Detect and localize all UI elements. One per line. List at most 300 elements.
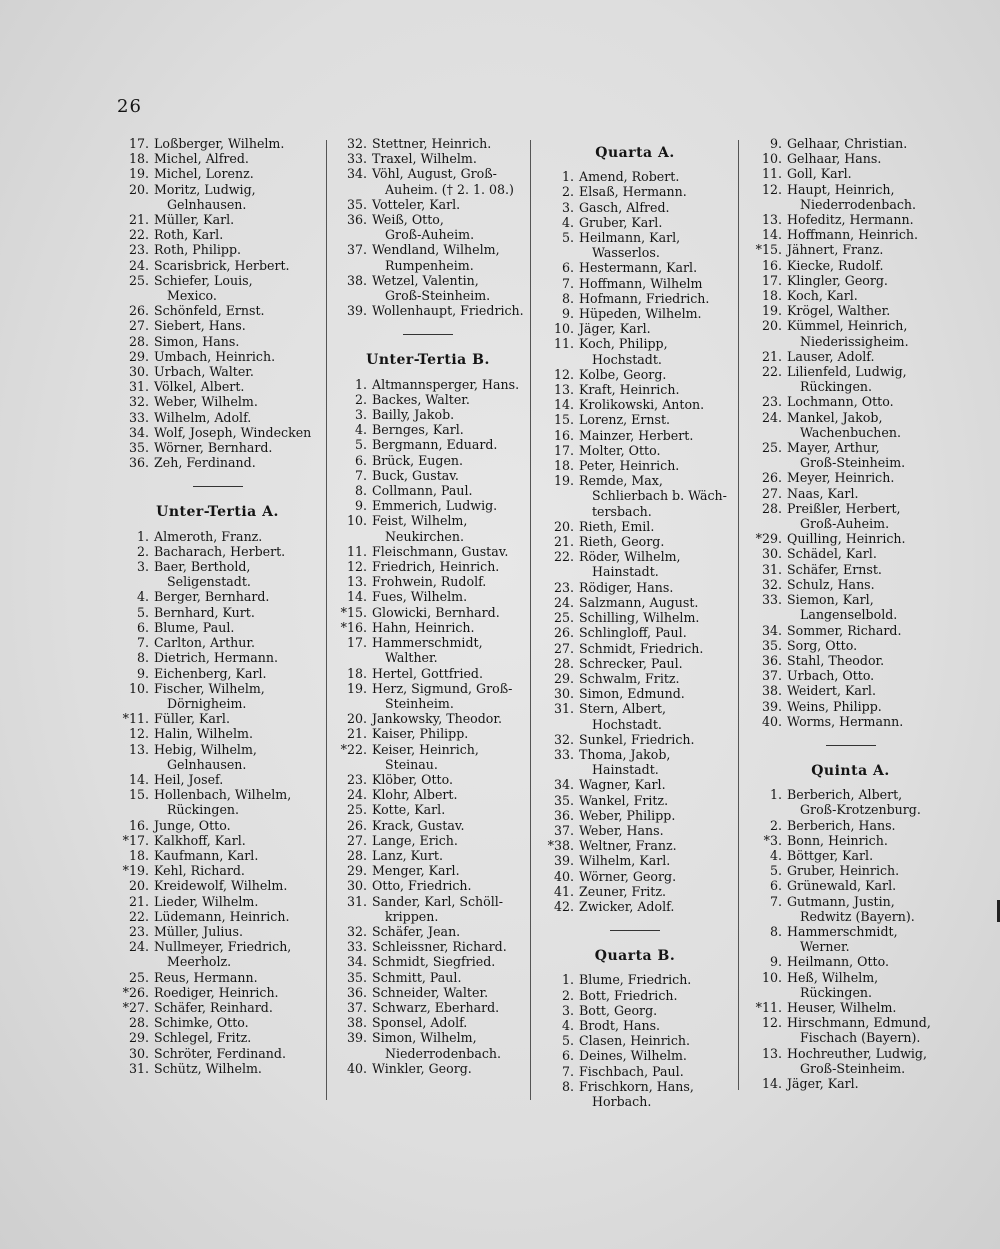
- student-entry: [540, 701, 730, 716]
- entry-number: 42.: [553, 898, 574, 914]
- student-name: Klingler, Georg.: [787, 272, 888, 288]
- student-name: Wilhelm, Karl.: [579, 853, 671, 869]
- student-name: Elsaß, Hermann.: [579, 184, 687, 200]
- entry-continuation: Steinau.: [385, 756, 438, 772]
- student-name: Bailly, Jakob.: [372, 407, 455, 423]
- entry-number: 18.: [346, 665, 367, 681]
- student-name: Peter, Heinrich.: [579, 458, 680, 474]
- student-name: Stahl, Theodor.: [787, 652, 885, 668]
- student-entry: [540, 367, 730, 382]
- entry-number: 20.: [553, 518, 574, 534]
- student-entry: [748, 303, 953, 318]
- entry-number: 16.: [553, 427, 574, 443]
- student-entry: [748, 638, 953, 653]
- entry-number: 19.: [128, 166, 149, 182]
- student-name: Hirschmann, Edmund,: [787, 1015, 931, 1031]
- student-entry: [115, 394, 320, 409]
- entry-continuation: Redwitz (Bayern).: [800, 908, 915, 924]
- entry-number: *29.: [755, 531, 782, 547]
- student-name: Wollenhaupt, Friedrich.: [372, 303, 524, 319]
- entry-number: 15.: [553, 412, 574, 428]
- student-entry: [748, 848, 953, 863]
- student-entry: [333, 197, 523, 212]
- entry-number: 12.: [761, 181, 782, 197]
- entry-number: 24.: [553, 594, 574, 610]
- student-name: Molter, Otto.: [579, 442, 661, 458]
- entry-number: 27.: [346, 832, 367, 848]
- student-name: Feist, Wilhelm,: [372, 513, 468, 529]
- student-entry: [540, 808, 730, 823]
- student-name: Sunkel, Friedrich.: [579, 731, 695, 747]
- student-entry: [115, 544, 320, 559]
- entry-number: 28.: [761, 500, 782, 516]
- student-name: Müller, Julius.: [154, 923, 243, 939]
- student-entry: [333, 468, 523, 483]
- student-name: Urbach, Otto.: [787, 668, 875, 684]
- entry-number: 2.: [561, 184, 574, 200]
- entry-continuation: Groß-Steinheim.: [800, 1060, 906, 1076]
- student-name: Hochreuther, Ludwig,: [787, 1045, 927, 1061]
- entry-continuation: Niederrodenbach.: [800, 196, 917, 212]
- entry-number: 7.: [561, 1063, 574, 1079]
- entry-continuation: Seligenstadt.: [167, 574, 251, 590]
- student-name: Kreidewolf, Wilhelm.: [154, 878, 288, 894]
- entry-continuation: Niederissigheim.: [800, 333, 909, 349]
- student-name: Buck, Gustav.: [372, 467, 459, 483]
- entry-number: 28.: [346, 847, 367, 863]
- entry-continuation: Hainstadt.: [592, 564, 659, 580]
- student-name: Thoma, Jakob,: [579, 746, 671, 762]
- student-name: Schneider, Walter.: [372, 984, 489, 1000]
- student-entry: [115, 939, 320, 954]
- student-name: Bacharach, Herbert.: [154, 543, 286, 559]
- student-entry: [540, 671, 730, 686]
- student-name: Heß, Wilhelm,: [787, 969, 879, 985]
- student-name: Siemon, Karl,: [787, 592, 874, 608]
- student-name: Hoffmann, Heinrich.: [787, 227, 918, 243]
- student-name: Gruber, Karl.: [579, 214, 663, 230]
- student-entry: [540, 777, 730, 792]
- student-name: Heilmann, Otto.: [787, 954, 889, 970]
- student-name: Lochmann, Otto.: [787, 394, 894, 410]
- student-name: Heuser, Wilhelm.: [787, 999, 897, 1015]
- student-name: Schmitt, Paul.: [372, 969, 462, 985]
- student-entry: [333, 711, 523, 726]
- student-name: Sponsel, Adolf.: [372, 1015, 468, 1031]
- student-entry: [540, 230, 730, 245]
- student-name: Jankowsky, Theodor.: [372, 711, 503, 727]
- entry-number: 24.: [346, 787, 367, 803]
- student-entry: [540, 200, 730, 215]
- student-name: Schiefer, Louis,: [154, 272, 253, 288]
- entry-number: 12.: [553, 366, 574, 382]
- student-name: Kotte, Karl.: [372, 802, 446, 818]
- student-entry: [748, 894, 953, 909]
- entry-number: 25.: [346, 802, 367, 818]
- student-name: Weidert, Karl.: [787, 683, 876, 699]
- entry-number: 34.: [346, 954, 367, 970]
- student-name: Müller, Karl.: [154, 212, 235, 228]
- student-entry: [115, 529, 320, 544]
- entry-number: 24.: [761, 409, 782, 425]
- student-entry: [748, 787, 953, 802]
- column-divider: [738, 140, 739, 1090]
- student-name: Mayer, Arthur,: [787, 440, 880, 456]
- student-entry: [115, 303, 320, 318]
- entry-number: 31.: [128, 1060, 149, 1076]
- entry-number: 10.: [128, 680, 149, 696]
- student-name: Kaufmann, Karl.: [154, 847, 259, 863]
- student-name: Frohwein, Rudolf.: [372, 574, 487, 590]
- student-name: Eichenberg, Karl.: [154, 665, 267, 681]
- student-entry: [115, 242, 320, 257]
- student-name: Worms, Hermann.: [787, 713, 904, 729]
- entry-number: 37.: [761, 668, 782, 684]
- student-name: Stern, Albert,: [579, 701, 667, 717]
- student-entry: [748, 318, 953, 333]
- student-entry: [115, 379, 320, 394]
- student-entry: [540, 899, 730, 914]
- student-entry: [540, 1064, 730, 1079]
- student-entry: [748, 653, 953, 668]
- student-entry: [333, 574, 523, 589]
- student-entry: [333, 407, 523, 422]
- student-entry: [333, 620, 523, 635]
- student-entry: [115, 772, 320, 787]
- student-entry: [333, 151, 523, 166]
- column-divider: [530, 140, 531, 1100]
- entry-number: 34.: [128, 424, 149, 440]
- student-name: Kehl, Richard.: [154, 863, 245, 879]
- student-name: Keiser, Heinrich,: [372, 741, 479, 757]
- entry-number: 1.: [769, 787, 782, 803]
- student-entry: [333, 742, 523, 757]
- student-entry: [115, 742, 320, 757]
- student-entry: [115, 818, 320, 833]
- entry-continuation: Rückingen.: [800, 984, 873, 1000]
- entry-number: 7.: [769, 893, 782, 909]
- student-entry: [333, 666, 523, 681]
- student-entry: [115, 620, 320, 635]
- entry-number: 8.: [561, 290, 574, 306]
- student-name: Weltner, Franz.: [579, 838, 677, 854]
- student-entry: [333, 166, 523, 181]
- student-name: Wankel, Fritz.: [579, 792, 669, 808]
- student-name: Schlingloff, Paul.: [579, 625, 687, 641]
- student-name: Schilling, Wilhelm.: [579, 610, 700, 626]
- student-name: Bott, Friedrich.: [579, 987, 678, 1003]
- student-entry: [748, 486, 953, 501]
- student-entry: [333, 985, 523, 1000]
- student-entry: [115, 151, 320, 166]
- entry-number: 40.: [761, 713, 782, 729]
- student-name: Schädel, Karl.: [787, 546, 877, 562]
- student-name: Heilmann, Karl,: [579, 230, 681, 246]
- entry-number: 31.: [761, 561, 782, 577]
- entry-number: 40.: [346, 1060, 367, 1076]
- student-entry: [540, 458, 730, 473]
- entry-continuation: Rückingen.: [800, 379, 873, 395]
- student-entry: [748, 1015, 953, 1030]
- entry-number: 5.: [354, 437, 367, 453]
- entry-number: 8.: [136, 650, 149, 666]
- student-name: Krolikowski, Anton.: [579, 397, 705, 413]
- entry-number: 39.: [346, 1030, 367, 1046]
- student-name: Almeroth, Franz.: [154, 528, 263, 544]
- student-entry: [115, 212, 320, 227]
- entry-number: 18.: [761, 288, 782, 304]
- student-entry: [748, 1000, 953, 1015]
- student-name: Simon, Wilhelm,: [372, 1030, 477, 1046]
- entry-number: 6.: [136, 619, 149, 635]
- student-name: Brück, Eugen.: [372, 452, 464, 468]
- student-name: Mainzer, Herbert.: [579, 427, 694, 443]
- student-entry: [333, 437, 523, 452]
- entry-number: 22.: [128, 227, 149, 243]
- student-name: Berberich, Albert,: [787, 787, 903, 803]
- entry-continuation: Fischach (Bayern).: [800, 1030, 921, 1046]
- entry-number: 12.: [128, 726, 149, 742]
- student-entry: [333, 212, 523, 227]
- student-entry: [115, 681, 320, 696]
- student-entry: [115, 440, 320, 455]
- student-name: Hertel, Gottfried.: [372, 665, 483, 681]
- student-entry: [540, 336, 730, 351]
- student-name: Simon, Edmund.: [579, 686, 685, 702]
- section-separator: [610, 930, 660, 931]
- entry-continuation: krippen.: [385, 908, 439, 924]
- entry-number: 26.: [553, 625, 574, 641]
- student-name: Traxel, Wilhelm.: [372, 151, 477, 167]
- student-name: Kiecke, Rudolf.: [787, 257, 884, 273]
- student-name: Hüpeden, Wilhelm.: [579, 306, 702, 322]
- student-name: Stettner, Heinrich.: [372, 136, 492, 151]
- student-entry: [333, 681, 523, 696]
- student-entry: [748, 668, 953, 683]
- student-entry: [333, 863, 523, 878]
- entry-continuation: Groß-Krotzenburg.: [800, 802, 921, 818]
- entry-number: 14.: [761, 227, 782, 243]
- student-entry: [333, 787, 523, 802]
- entry-number: 10.: [346, 513, 367, 529]
- entry-continuation: Niederrodenbach.: [385, 1045, 502, 1061]
- entry-number: 3.: [354, 407, 367, 423]
- student-name: Quilling, Heinrich.: [787, 531, 906, 547]
- entry-number: 13.: [128, 741, 149, 757]
- student-entry: [115, 425, 320, 440]
- entry-number: 26.: [346, 817, 367, 833]
- class-heading: Quarta B.: [594, 948, 676, 965]
- entry-number: 30.: [346, 878, 367, 894]
- entry-continuation: Walther.: [385, 650, 438, 666]
- student-entry: [115, 559, 320, 574]
- entry-number: 23.: [346, 771, 367, 787]
- student-entry: [540, 747, 730, 762]
- entry-number: 39.: [761, 698, 782, 714]
- student-entry: [540, 625, 730, 640]
- student-entry: [748, 714, 953, 729]
- entry-number: 31.: [553, 701, 574, 717]
- student-name: Krack, Gustav.: [372, 817, 465, 833]
- student-name: Völkel, Albert.: [154, 379, 245, 395]
- entry-continuation: Horbach.: [592, 1093, 652, 1109]
- entry-number: 36.: [346, 212, 367, 228]
- entry-number: 25.: [553, 610, 574, 626]
- student-entry: [748, 623, 953, 638]
- entry-number: 1.: [354, 376, 367, 392]
- student-entry: [540, 534, 730, 549]
- entry-continuation: Gelnhausen.: [167, 196, 247, 212]
- student-entry: [748, 440, 953, 455]
- student-entry: [115, 635, 320, 650]
- student-entry: [115, 848, 320, 863]
- student-name: Siebert, Hans.: [154, 318, 246, 334]
- entry-number: 3.: [561, 199, 574, 215]
- student-name: Schmidt, Friedrich.: [579, 640, 704, 656]
- entry-number: 39.: [346, 303, 367, 319]
- student-name: Sommer, Richard.: [787, 622, 902, 638]
- entry-number: 13.: [761, 1045, 782, 1061]
- entry-number: 6.: [561, 260, 574, 276]
- student-entry: [748, 151, 953, 166]
- entry-number: 11.: [346, 543, 367, 559]
- entry-number: 33.: [128, 409, 149, 425]
- student-entry: [333, 1000, 523, 1015]
- student-entry: [748, 258, 953, 273]
- column-3: [540, 136, 730, 1109]
- student-name: Jäger, Karl.: [579, 321, 651, 337]
- student-entry: [115, 182, 320, 197]
- student-entry: [540, 686, 730, 701]
- column-1: [115, 136, 320, 1076]
- student-name: Böttger, Karl.: [787, 847, 874, 863]
- student-name: Schlegel, Fritz.: [154, 1030, 252, 1046]
- student-entry: [748, 273, 953, 288]
- student-entry: [540, 549, 730, 564]
- entry-number: 26.: [128, 303, 149, 319]
- student-entry: [115, 166, 320, 181]
- section-separator: [826, 745, 876, 746]
- student-name: Rieth, Georg.: [579, 534, 665, 550]
- student-name: Koch, Karl.: [787, 288, 858, 304]
- entry-number: *15.: [340, 604, 367, 620]
- student-entry: [748, 1076, 953, 1091]
- student-name: Röder, Wilhelm,: [579, 549, 681, 565]
- entry-number: 32.: [761, 576, 782, 592]
- student-entry: [115, 349, 320, 364]
- student-name: Kolbe, Georg.: [579, 366, 667, 382]
- student-entry: [333, 894, 523, 909]
- entry-number: 7.: [561, 275, 574, 291]
- student-name: Schwarz, Eberhard.: [372, 999, 500, 1015]
- student-name: Weber, Wilhelm.: [154, 394, 258, 410]
- student-entry: [748, 182, 953, 197]
- entry-number: 18.: [553, 458, 574, 474]
- student-name: Meyer, Heinrich.: [787, 470, 895, 486]
- student-name: Blume, Friedrich.: [579, 972, 692, 988]
- student-entry: [748, 364, 953, 379]
- entry-number: *16.: [340, 619, 367, 635]
- student-name: Klöber, Otto.: [372, 771, 453, 787]
- entry-number: 7.: [136, 635, 149, 651]
- entry-number: 11.: [761, 166, 782, 182]
- entry-number: 35.: [346, 196, 367, 212]
- student-entry: [540, 321, 730, 336]
- student-entry: [333, 544, 523, 559]
- student-name: Bonn, Heinrich.: [787, 832, 888, 848]
- student-entry: [540, 1018, 730, 1033]
- student-entry: [748, 166, 953, 181]
- student-name: Kraft, Heinrich.: [579, 382, 680, 398]
- student-name: Hammerschmidt,: [372, 635, 483, 651]
- class-heading: Unter-Tertia B.: [366, 352, 490, 369]
- entry-number: 1.: [561, 972, 574, 988]
- entry-number: 33.: [346, 939, 367, 955]
- student-entry: [748, 394, 953, 409]
- entry-number: 6.: [354, 452, 367, 468]
- student-name: Schrecker, Paul.: [579, 655, 683, 671]
- student-name: Fischer, Wilhelm,: [154, 680, 265, 696]
- column-2: [333, 136, 523, 1076]
- student-name: Friedrich, Heinrich.: [372, 559, 500, 575]
- entry-number: 38.: [346, 1015, 367, 1031]
- entry-number: 22.: [128, 908, 149, 924]
- entry-number: 35.: [346, 969, 367, 985]
- student-name: Frischkorn, Hans,: [579, 1078, 694, 1094]
- student-entry: [115, 589, 320, 604]
- student-name: Backes, Walter.: [372, 391, 470, 407]
- entry-number: 24.: [128, 939, 149, 955]
- entry-number: 21.: [128, 212, 149, 228]
- student-entry: [540, 306, 730, 321]
- student-name: Roth, Philipp.: [154, 242, 242, 258]
- column-4: [748, 136, 953, 1091]
- student-entry: [748, 242, 953, 257]
- student-name: Bernges, Karl.: [372, 422, 464, 438]
- entry-continuation: Wasserlos.: [592, 245, 660, 261]
- entry-number: 22.: [553, 549, 574, 565]
- entry-number: 5.: [769, 863, 782, 879]
- entry-number: 36.: [761, 652, 782, 668]
- student-name: Amend, Robert.: [579, 169, 680, 185]
- student-entry: [748, 546, 953, 561]
- entry-number: 3.: [561, 1002, 574, 1018]
- student-entry: [748, 227, 953, 242]
- student-entry: [540, 382, 730, 397]
- entry-number: 29.: [128, 348, 149, 364]
- student-entry: [115, 1046, 320, 1061]
- entry-number: 37.: [346, 999, 367, 1015]
- entry-number: 10.: [761, 151, 782, 167]
- student-name: Salzmann, August.: [579, 594, 699, 610]
- student-entry: [333, 1061, 523, 1076]
- student-name: Gasch, Alfred.: [579, 199, 670, 215]
- student-name: Gutmann, Justin,: [787, 893, 895, 909]
- entry-number: 30.: [128, 1045, 149, 1061]
- entry-number: *22.: [340, 741, 367, 757]
- student-name: Baer, Berthold,: [154, 559, 251, 575]
- student-entry: [748, 531, 953, 546]
- entry-number: 39.: [553, 853, 574, 869]
- entry-number: 4.: [354, 422, 367, 438]
- entry-number: 6.: [561, 1048, 574, 1064]
- student-entry: [748, 863, 953, 878]
- student-entry: [333, 878, 523, 893]
- student-name: Blume, Paul.: [154, 619, 235, 635]
- student-name: Reus, Hermann.: [154, 969, 258, 985]
- entry-number: *19.: [122, 863, 149, 879]
- entry-number: 2.: [354, 391, 367, 407]
